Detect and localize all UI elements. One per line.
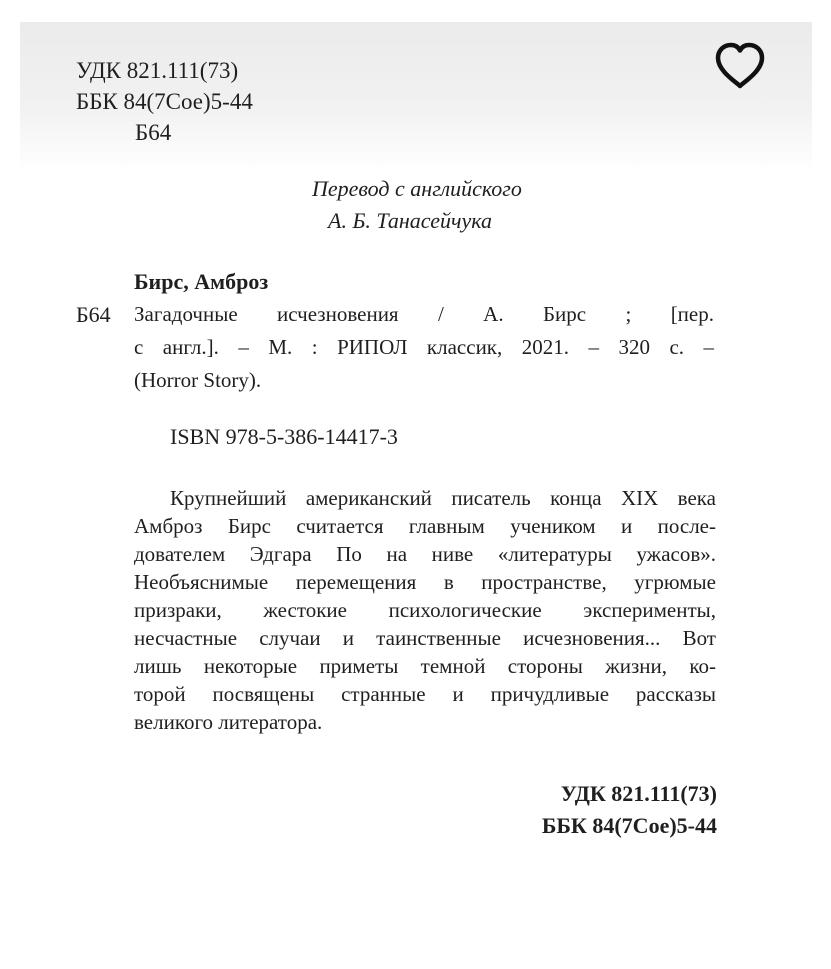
annotation-line: Амброз Бирс считается главным учеником и после-: [134, 514, 716, 538]
bbk-code-bottom: ББК 84(7Сое)5-44: [541, 813, 717, 838]
annotation-line: Крупнейший американский писатель конца XIX века: [170, 486, 716, 510]
udk-code-top: УДК 821.111(73): [76, 58, 239, 83]
author-heading: Бирс, Амброз: [134, 269, 269, 294]
heart-outline-icon[interactable]: [712, 40, 768, 92]
record-line-2: с англ.]. – М. : РИПОЛ классик, 2021. – 320 с. –: [134, 335, 714, 359]
annotation-line: лишь некоторые приметы темной стороны жизни, ко-: [134, 654, 716, 678]
annotation-line: торой посвящены странные и причудливые рассказы: [134, 682, 716, 706]
author-mark-top: Б64: [135, 120, 172, 145]
annotation-line: Необъяснимые перемещения в пространстве, угрюмые: [134, 570, 716, 594]
bbk-code-top: ББК 84(7Сое)5-44: [76, 89, 253, 114]
udk-code-bottom: УДК 821.111(73): [560, 781, 717, 806]
author-mark-record: Б64: [76, 302, 111, 327]
annotation-line: несчастные случаи и таинственные исчезновения... Вот: [134, 626, 716, 650]
annotation-line: великого литератора.: [134, 710, 323, 734]
record-line-1: Загадочные исчезновения / А. Бирс ; [пер.: [134, 302, 714, 326]
isbn: ISBN 978-5-386-14417-3: [170, 424, 398, 449]
annotation-line: дователем Эдгара По на ниве «литературы ужасов».: [134, 542, 716, 566]
record-line-3: (Horror Story).: [134, 368, 262, 392]
annotation-line: призраки, жестокие психологические эксперименты,: [134, 598, 716, 622]
translation-line-2: А. Б. Танасейчука: [328, 208, 493, 233]
translation-line-1: Перевод с английского: [312, 176, 522, 201]
